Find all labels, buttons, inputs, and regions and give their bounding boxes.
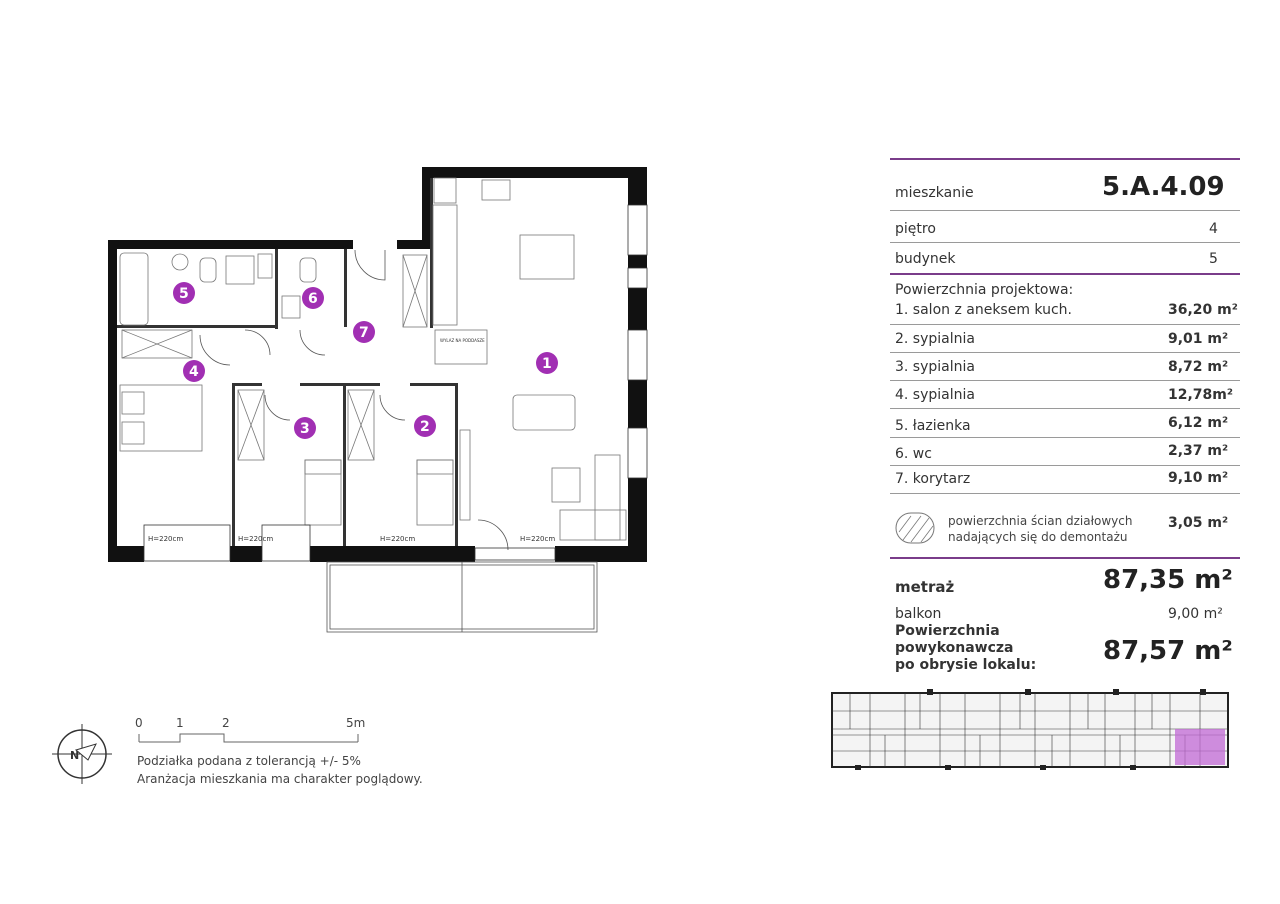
svg-text:2: 2 — [420, 419, 430, 435]
floor-label: piętro — [895, 221, 936, 237]
divider — [890, 493, 1240, 494]
room-badge-1 — [536, 352, 558, 374]
room-2-label: 2. sypialnia — [895, 331, 975, 347]
demolition-area: 3,05 m² — [1168, 515, 1229, 531]
room-badge-6 — [302, 287, 324, 309]
room-6-area: 2,37 m² — [1168, 443, 1229, 459]
room-badge-4 — [183, 360, 205, 382]
divider — [890, 408, 1240, 409]
room-3-label: 3. sypialnia — [895, 359, 975, 375]
room-4-area: 12,78m² — [1168, 387, 1234, 403]
attic-hatch-label: WYLAZ NA PODDASZE — [440, 338, 485, 343]
scale-tick-0: 0 — [135, 716, 143, 730]
room-badge-5 — [173, 282, 195, 304]
wardrobes — [122, 255, 427, 460]
scale-tick-1: 1 — [176, 716, 184, 730]
window-label-4: H=220cm — [520, 535, 556, 543]
hatch-swatch-icon — [895, 512, 935, 544]
room-1-label: 1. salon z aneksem kuch. — [895, 302, 1072, 318]
divider — [890, 437, 1240, 438]
scale-tick-5: 5m — [346, 716, 366, 730]
as-built-label-3: po obrysie lokalu: — [895, 657, 1037, 673]
divider — [890, 557, 1240, 559]
door-swings — [200, 250, 508, 550]
floor-value: 4 — [1209, 221, 1218, 237]
right-windows — [628, 205, 647, 478]
room-3-area: 8,72 m² — [1168, 359, 1229, 375]
room-5-label: 5. łazienka — [895, 418, 971, 434]
divider-top — [890, 158, 1240, 160]
interior-walls — [117, 178, 458, 546]
room-2-area: 9,01 m² — [1168, 331, 1229, 347]
as-built-label — [895, 623, 1036, 674]
metraz-label: metraż — [895, 578, 955, 596]
svg-text:1: 1 — [542, 356, 552, 372]
highlighted-unit — [1175, 729, 1225, 765]
room-6-label: 6. wc — [895, 446, 932, 462]
areas-heading: Powierzchnia projektowa: — [895, 282, 1074, 298]
divider — [890, 324, 1240, 325]
svg-text:3: 3 — [300, 421, 310, 437]
apartment-label: mieszkanie — [895, 185, 974, 201]
divider — [890, 380, 1240, 381]
divider — [890, 210, 1240, 211]
building-value: 5 — [1209, 251, 1218, 267]
room-4-label: 4. sypialnia — [895, 387, 975, 403]
window-height-labels — [148, 338, 555, 543]
scale-note-arrangement: Aranżacja mieszkania ma charakter poglądowy. — [137, 772, 423, 786]
room-badge-3 — [294, 417, 316, 439]
window-label-3: H=220cm — [380, 535, 416, 543]
compass-letter: N — [70, 749, 80, 762]
metraz-value: 87,35 m² — [1103, 565, 1233, 595]
svg-text:6: 6 — [308, 291, 318, 307]
svg-text:4: 4 — [189, 364, 199, 380]
demolition-note-line2: nadających się do demontażu — [948, 530, 1128, 544]
room-7-area: 9,10 m² — [1168, 470, 1229, 486]
room-1-area: 36,20 m² — [1168, 302, 1238, 318]
balcony — [327, 562, 597, 632]
divider — [890, 465, 1240, 466]
window-label-2: H=220cm — [238, 535, 274, 543]
svg-text:7: 7 — [359, 325, 369, 341]
demolition-note-line1: powierzchnia ścian działowych — [948, 514, 1133, 528]
room-5-area: 6,12 m² — [1168, 415, 1229, 431]
divider — [890, 273, 1240, 275]
divider — [890, 352, 1240, 353]
as-built-label-2: powykonawcza — [895, 640, 1014, 656]
scale-tick-2: 2 — [222, 716, 230, 730]
balkon-label: balkon — [895, 606, 942, 622]
room-badge-7 — [353, 321, 375, 343]
room-7-label: 7. korytarz — [895, 471, 971, 487]
divider — [890, 242, 1240, 243]
floor-plan — [100, 160, 680, 640]
svg-text:5: 5 — [179, 286, 189, 302]
compass-icon — [50, 720, 120, 790]
scale-note-tolerance: Podziałka podana z tolerancją +/- 5% — [137, 754, 361, 768]
window-label-1: H=220cm — [148, 535, 184, 543]
room-badge-2 — [414, 415, 436, 437]
as-built-value: 87,57 m² — [1103, 636, 1233, 666]
balkon-value: 9,00 m² — [1168, 606, 1223, 622]
building-key-plan — [830, 685, 1230, 775]
apartment-id: 5.A.4.09 — [1102, 172, 1225, 202]
building-label: budynek — [895, 251, 956, 267]
as-built-label-1: Powierzchnia — [895, 623, 1000, 639]
